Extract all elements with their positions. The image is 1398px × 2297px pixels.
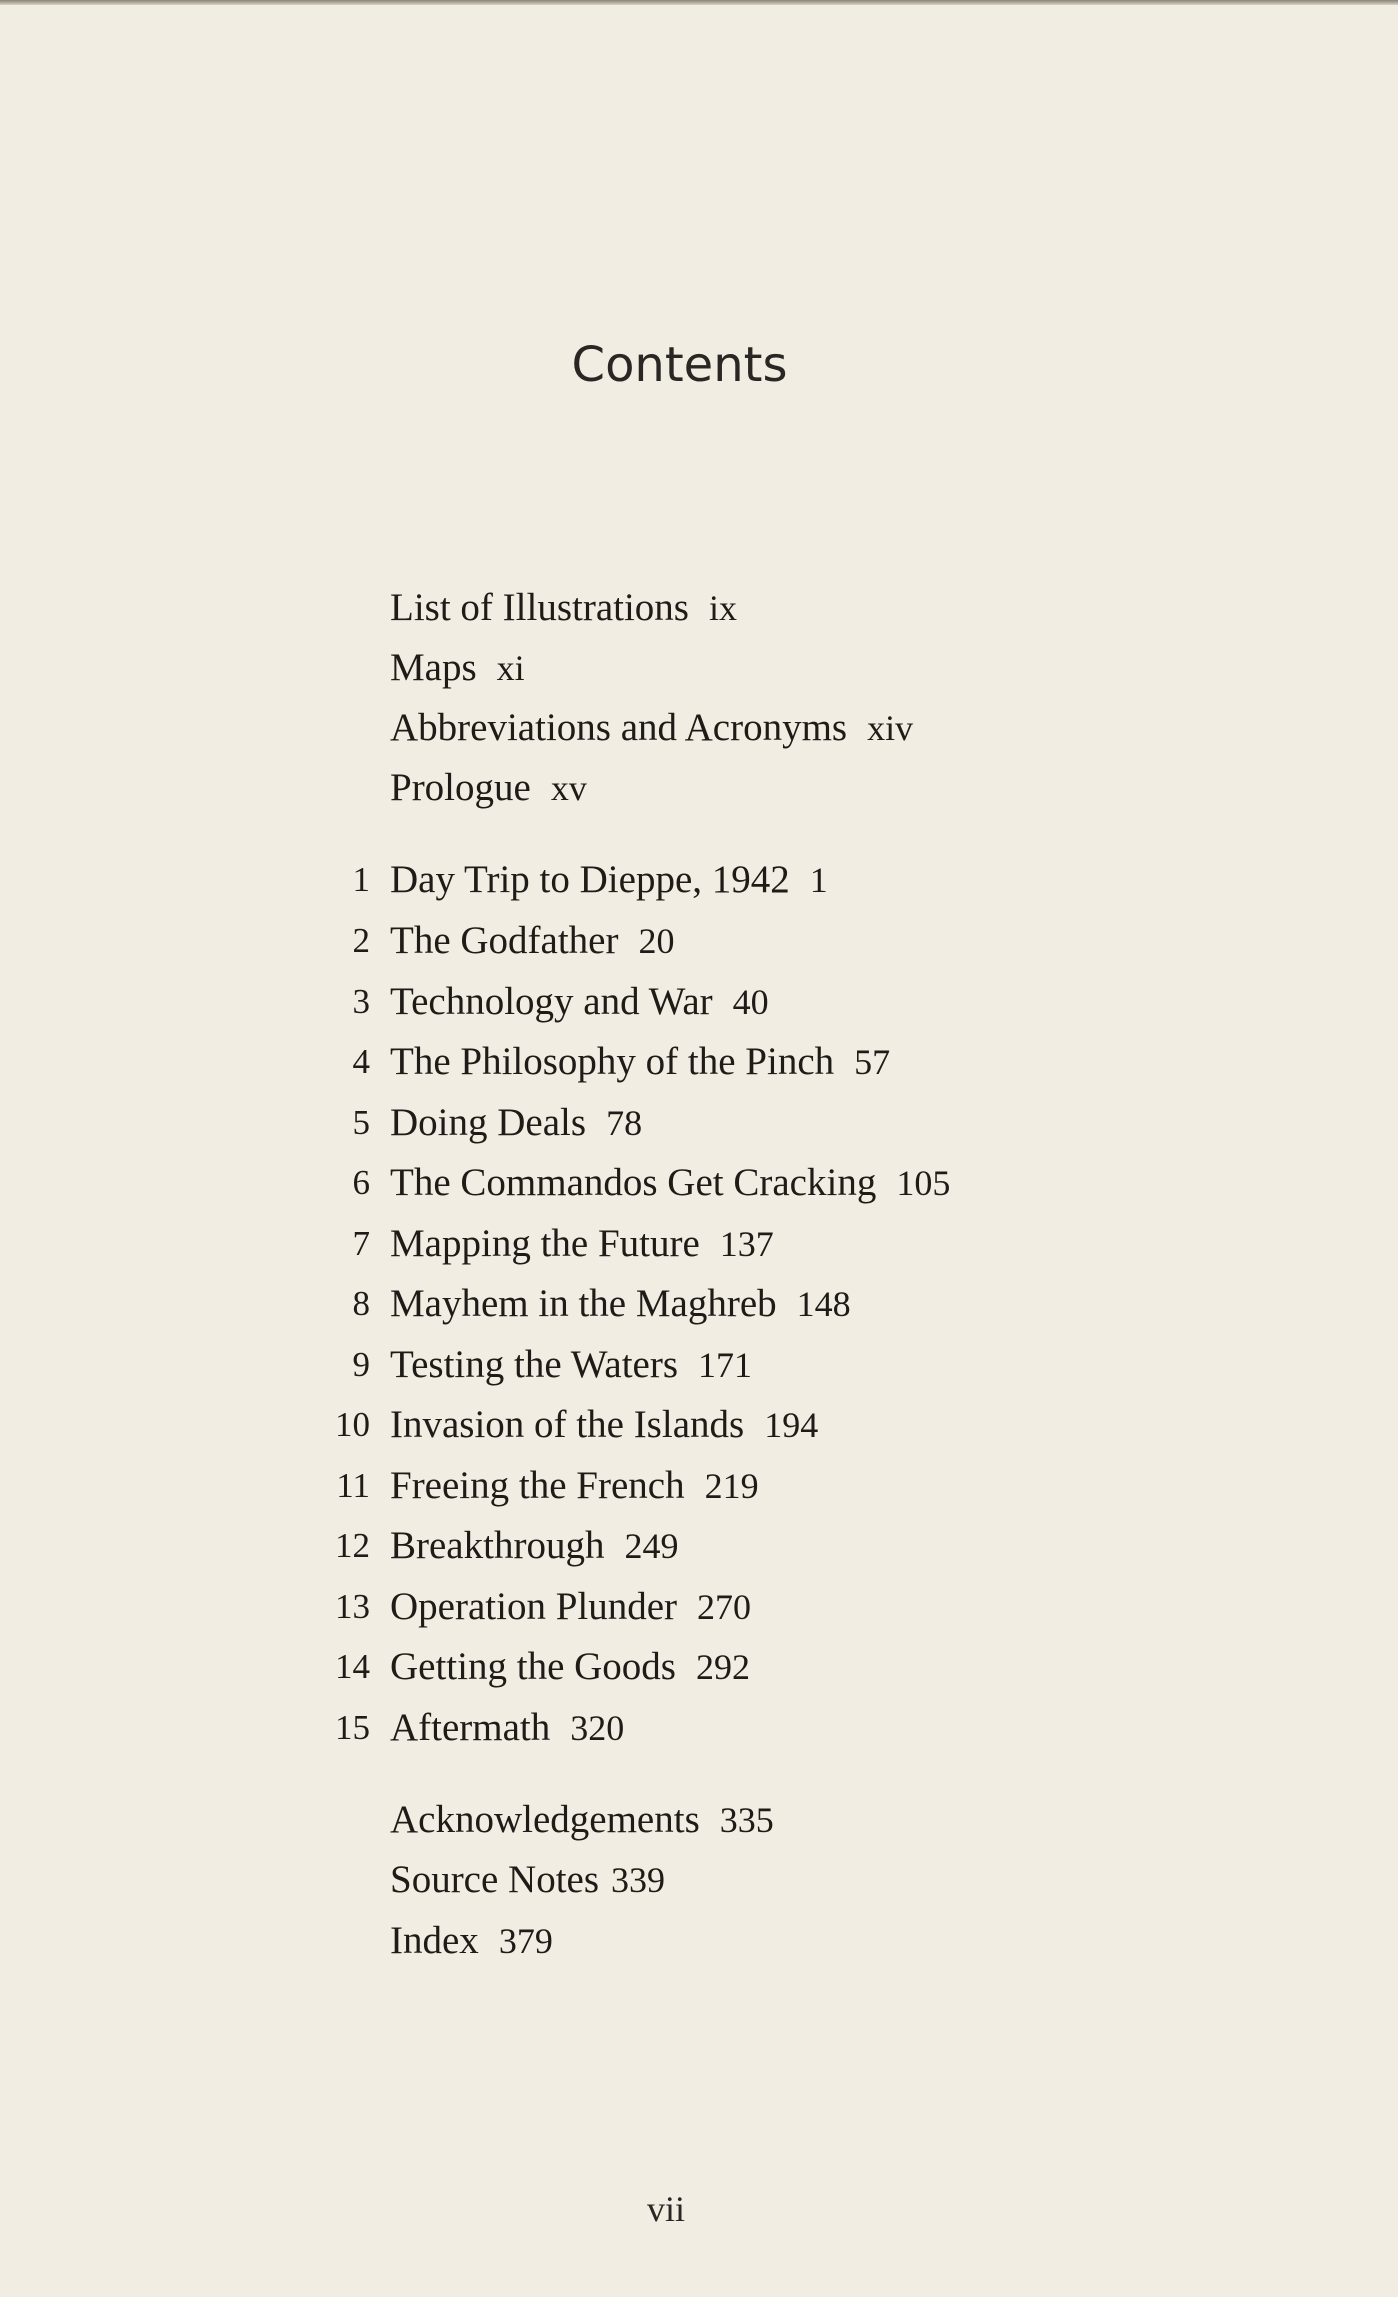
chapter-number: 14 [335, 1647, 370, 1686]
toc-entry-label: Day Trip to Dieppe, 1942 [390, 858, 790, 901]
toc-entry-page: 171 [698, 1345, 753, 1385]
toc-entry-page: 270 [697, 1587, 752, 1627]
toc-entry-chapter[interactable] [352, 852, 828, 908]
toc-entry-label: Getting the Goods [390, 1645, 676, 1688]
chapter-number: 4 [352, 1042, 370, 1081]
toc-entry-label: Prologue [390, 766, 531, 809]
toc-entry-chapter[interactable] [335, 1518, 679, 1574]
toc-entry-chapter[interactable] [352, 1155, 951, 1211]
toc-entry-chapter[interactable] [352, 913, 675, 969]
toc-entry-label: Doing Deals [390, 1101, 587, 1144]
toc-entry-page: 249 [624, 1526, 679, 1566]
toc-entry-front-matter[interactable] [390, 700, 913, 756]
toc-entry-page: ix [708, 588, 737, 628]
chapter-number: 11 [336, 1466, 370, 1505]
toc-entry-label: Invasion of the Islands [390, 1403, 745, 1446]
toc-entry-page: 57 [854, 1042, 891, 1082]
toc-entry-chapter[interactable] [352, 1337, 753, 1393]
toc-entry-label: The Philosophy of the Pinch [390, 1040, 835, 1083]
chapter-number: 15 [335, 1708, 370, 1747]
toc-entry-front-matter[interactable] [390, 760, 587, 816]
toc-entry-page: xv [550, 768, 587, 808]
toc-entry-page: xiv [867, 708, 914, 748]
toc-entry-chapter[interactable] [352, 974, 769, 1030]
toc-entry-label: Aftermath [390, 1706, 551, 1749]
toc-entry-front-matter[interactable] [390, 580, 737, 636]
toc-entry-page: 219 [704, 1466, 759, 1506]
toc-entry-chapter[interactable] [335, 1579, 752, 1635]
toc-entry-label: Acknowledgements [390, 1798, 700, 1841]
chapter-number: 5 [352, 1103, 370, 1142]
toc-entry-page: 137 [719, 1224, 774, 1264]
chapter-number: 2 [352, 921, 370, 960]
toc-entry-label: Index [390, 1919, 479, 1962]
toc-entry-label: Mapping the Future [390, 1222, 700, 1265]
page-title: Contents [571, 337, 788, 393]
toc-entry-page: 20 [638, 921, 675, 961]
page-number: vii [646, 2189, 685, 2229]
toc-entry-page: 292 [695, 1647, 750, 1687]
toc-entry-page: 40 [732, 982, 769, 1022]
toc-entry-label: Operation Plunder [390, 1585, 678, 1628]
toc-entry-back-matter[interactable] [390, 1852, 665, 1908]
toc-entry-back-matter[interactable] [390, 1792, 774, 1848]
toc-entry-page: 148 [796, 1284, 851, 1324]
chapter-number: 10 [335, 1405, 370, 1444]
chapter-number: 7 [352, 1224, 370, 1263]
toc-entry-chapter[interactable] [352, 1216, 774, 1272]
toc-entry-label: The Godfather [390, 919, 619, 962]
chapter-number: 9 [352, 1345, 370, 1384]
toc-entry-page: 194 [764, 1405, 819, 1445]
toc-entry-chapter[interactable] [352, 1034, 891, 1090]
toc-entry-page: 335 [719, 1800, 774, 1840]
toc-entry-label: List of Illustrations [390, 586, 689, 629]
toc-entry-page: 339 [611, 1860, 666, 1900]
toc-entry-label: Breakthrough [390, 1524, 605, 1567]
toc-entry-page: xi [496, 648, 525, 688]
toc-entry-page: 379 [498, 1921, 553, 1961]
toc-entry-page: 1 [809, 860, 828, 900]
toc-entry-label: Testing the Waters [390, 1343, 679, 1386]
toc-entry-chapter[interactable] [335, 1397, 819, 1453]
chapter-number: 3 [352, 982, 370, 1021]
toc-entry-label: Maps [390, 646, 477, 689]
toc-entry-label: Technology and War [390, 980, 713, 1023]
toc-entry-chapter[interactable] [352, 1095, 643, 1151]
toc-entry-label: Abbreviations and Acronyms [390, 706, 848, 749]
chapter-number: 12 [335, 1526, 370, 1565]
toc-entry-label: Source Notes [390, 1858, 600, 1901]
toc-entry-label: Mayhem in the Maghreb [390, 1282, 777, 1325]
toc-entry-label: The Commandos Get Cracking [390, 1161, 877, 1204]
chapter-number: 13 [335, 1587, 370, 1626]
toc-entry-chapter[interactable] [335, 1700, 625, 1756]
toc-entry-back-matter[interactable] [390, 1913, 553, 1969]
toc-entry-label: Freeing the French [390, 1464, 685, 1507]
toc-entry-chapter[interactable] [336, 1458, 759, 1514]
chapter-number: 1 [352, 860, 370, 899]
chapter-number: 6 [352, 1163, 370, 1202]
toc-entry-chapter[interactable] [352, 1276, 851, 1332]
toc-entry-page: 105 [896, 1163, 951, 1203]
toc-entry-page: 78 [606, 1103, 643, 1143]
toc-entry-chapter[interactable] [335, 1639, 750, 1695]
toc-entry-page: 320 [570, 1708, 625, 1748]
chapter-number: 8 [352, 1284, 370, 1323]
toc-entry-front-matter[interactable] [390, 640, 525, 696]
